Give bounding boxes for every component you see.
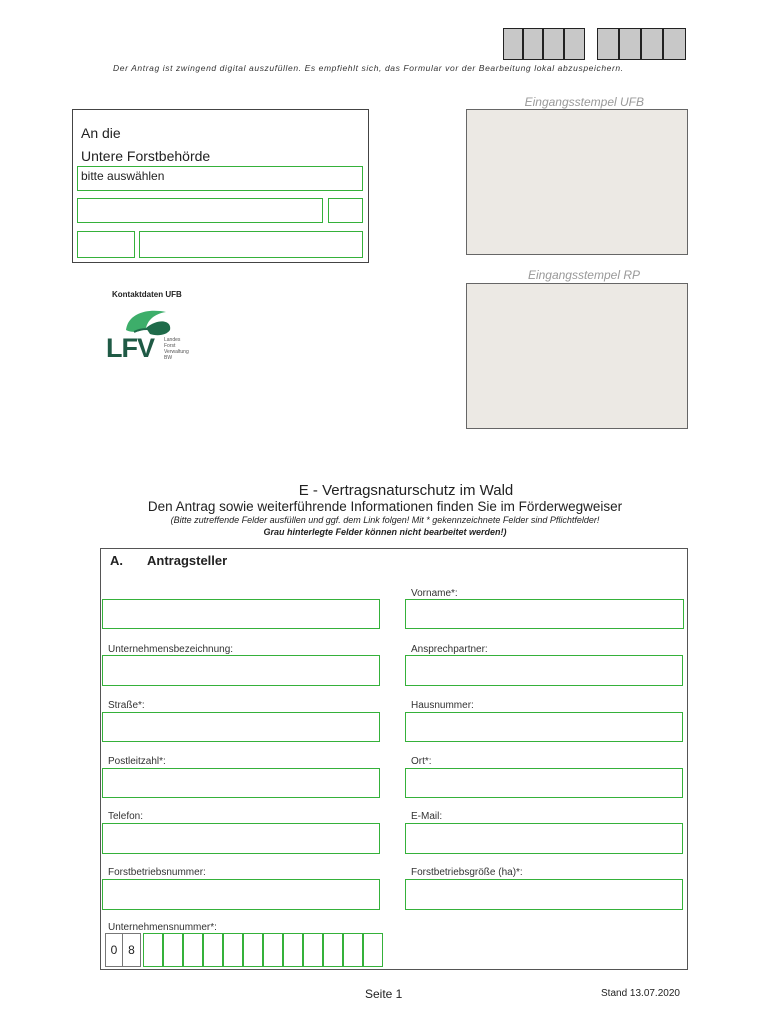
un-digit-cell[interactable]: [203, 933, 223, 967]
id-cell: [641, 28, 663, 60]
unternehmensnummer-cells: [105, 933, 383, 967]
section-letter: A.: [110, 553, 123, 568]
form-title: E - Vertragsnaturschutz im Wald: [298, 482, 514, 499]
hausnummer-field[interactable]: [405, 712, 683, 742]
forstbetriebsgroesse-field[interactable]: [405, 879, 683, 910]
strasse-label: Straße*:: [108, 700, 145, 711]
ansprechpartner-label: Ansprechpartner:: [411, 644, 488, 655]
email-label: E-Mail:: [411, 811, 443, 822]
stand-date: Stand 13.07.2020: [601, 988, 680, 999]
unternehmensnummer-label: Unternehmensnummer*:: [108, 922, 217, 933]
form-hint-1: (Bitte zutreffende Felder ausfüllen und ggf. dem Link folgen! Mit * gekennzeichnete Felder sind Pflichtfelder!: [170, 515, 600, 525]
forstbehoerde-select[interactable]: bitte auswählen: [77, 166, 363, 191]
address-plz-field[interactable]: [77, 231, 135, 258]
ansprechpartner-field[interactable]: [405, 655, 683, 686]
digital-notice: Der Antrag ist zwingend digital auszufüllen. Es empfiehlt sich, das Formular vor der Bearbeitung lokal abzuspeichern.: [113, 63, 624, 73]
address-street-field[interactable]: [77, 198, 323, 223]
ort-label: Ort*:: [411, 756, 432, 767]
forstbetriebsnummer-label: Forstbetriebsnummer:: [108, 867, 206, 878]
plz-label: Postleitzahl*:: [108, 756, 166, 767]
lfv-logo: [106, 306, 206, 366]
address-city-field[interactable]: [139, 231, 363, 258]
stamp-rp-label: Eingangsstempel RP: [527, 268, 640, 282]
stamp-ufb-box: [466, 109, 688, 255]
un-digit-cell[interactable]: [243, 933, 263, 967]
vorname-label: Vorname*:: [411, 588, 458, 599]
vorname-field[interactable]: [405, 599, 684, 629]
id-cell: [597, 28, 619, 60]
un-digit-cell[interactable]: [143, 933, 163, 967]
id-box-group-2: [597, 28, 686, 60]
un-digit-cell[interactable]: [163, 933, 183, 967]
id-cell: [663, 28, 686, 60]
hausnummer-label: Hausnummer:: [411, 700, 474, 711]
address-line-2: Untere Forstbehörde: [81, 148, 211, 164]
un-digit-cell[interactable]: [223, 933, 243, 967]
logo-sub: Landes Forst Verwaltung BW: [164, 337, 189, 361]
name-field[interactable]: [102, 599, 380, 629]
address-line-1: An die: [81, 125, 121, 141]
stamp-ufb-label: Eingangsstempel UFB: [524, 95, 644, 109]
section-title: Antragsteller: [147, 553, 228, 568]
id-cell: [543, 28, 564, 60]
unternehmen-label: Unternehmensbezeichnung:: [108, 644, 234, 655]
telefon-label: Telefon:: [108, 811, 144, 822]
contact-title: Kontaktdaten UFB: [112, 290, 182, 299]
id-box-group-1: [503, 28, 585, 60]
form-subtitle: Den Antrag sowie weiterführende Informationen finden Sie im Förderwegweiser: [147, 499, 623, 514]
un-digit-cell[interactable]: [303, 933, 323, 967]
un-prefix-cell: 0: [105, 933, 123, 967]
telefon-field[interactable]: [102, 823, 380, 854]
id-cell: [564, 28, 585, 60]
un-digit-cell[interactable]: [363, 933, 383, 967]
logo-text: LFV: [106, 333, 154, 363]
plz-field[interactable]: [102, 768, 380, 798]
forstbetriebsnummer-field[interactable]: [102, 879, 380, 910]
strasse-field[interactable]: [102, 712, 380, 742]
id-cell: [619, 28, 641, 60]
stamp-rp-box: [466, 283, 688, 429]
id-cell: [503, 28, 523, 60]
ort-field[interactable]: [405, 768, 683, 798]
un-digit-cell[interactable]: [263, 933, 283, 967]
forstbetriebsgroesse-label: Forstbetriebsgröße (ha)*:: [411, 867, 523, 878]
un-digit-cell[interactable]: [343, 933, 363, 967]
un-digit-cell[interactable]: [183, 933, 203, 967]
un-digit-cell[interactable]: [283, 933, 303, 967]
email-field[interactable]: [405, 823, 683, 854]
un-digit-cell[interactable]: [323, 933, 343, 967]
id-cell: [523, 28, 543, 60]
page-number: Seite 1: [365, 987, 403, 1001]
form-hint-2: Grau hinterlegte Felder können nicht bearbeitet werden!): [263, 527, 507, 537]
unternehmen-field[interactable]: [102, 655, 380, 686]
address-number-field[interactable]: [328, 198, 363, 223]
un-prefix-cell: 8: [123, 933, 141, 967]
